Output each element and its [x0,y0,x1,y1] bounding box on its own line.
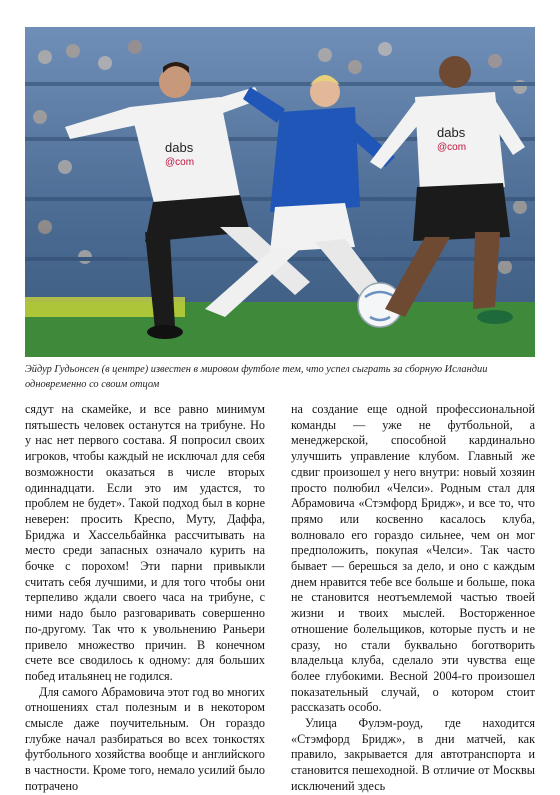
photo-caption: Эйдур Гудьонсен (в центре) известен в мировом футболе тем, что успел сыграть за сборную Исландии одновременно со своим отцом [25,364,488,390]
text-column-left [25,402,265,795]
paragraph: Для самого Абрамовича этот год во многих отношениях стал полезным и в некотором смысле даже поучительным. Он гораздо глубже начал разбираться во всех тонкостях футбольного хозяйства вообще и английского в частности. Кроме того, немало усилий было потрачено [25,684,265,793]
match-photo [25,27,535,357]
sponsor-logo-left: dabs [165,140,194,155]
svg-text:@com: @com [165,157,195,168]
match-photo-illustration [25,27,535,357]
sponsor-logo-right: dabs [437,125,466,140]
svg-text:@com: @com [437,142,467,153]
paragraph: на создание еще одной профессиональной команды — уже не футбольной, а менеджерской, способной кардинально улучшить управление клубом. Главный же сдвиг произошел у него внутри: новый хозяин просто полюбил «Челси». Родным стал для Абрамовича «Стэмфорд Бридж», и все то, что прямо или косвенно касалось клуба, волновало его гораздо сильнее, чем он мог предположить, покупая «Челси». Так часто бывает — берешься за дело, и оно с каждым днем нравится тебе все больше и больше, пока не становится неотъемлемой частью твоей жизни и твоих мыслей. Восторженное отношение болельщиков, которые пусть и не сразу, но стали буквально боготворить владельца клуба, сделало эти чувства еще более глубокими. Весной 2004-го произошел показательный случай, о котором стоит рассказать особо. [291,402,535,715]
paragraph: Улица Фулэм-роуд, где находится «Стэмфорд Бридж», в дни матчей, как правило, закрывается для автотранспорта и становится пешеходной. В отличие от Москвы исключений здесь [291,716,535,793]
paragraph: сядут на скамейке, и все равно минимум пятьшесть человек останутся на трибуне. Но у нас нет первого состава. Я попросил своих игроков, чтобы каждый не исключал для себя возможности оказаться в числе вторых одиннадцати. Если это им удастся, то проблем не будет». Такой подход был в корне неверен: просить Креспо, Муту, Даффа, Бриджа и Хассельбайнка рассчитывать на место среди запасных означало курить на бочке с порохом! Эти парни привыкли считать себя лучшими, и для того чтобы они терпеливо ждали своего часа на трибуне, с ними надо было разговаривать совершенно по-другому. Так что к увольнению Раньери привело множество причин. В конечном счете все сводилось к одному: для больших побед итальянец не годился. [25,402,265,683]
text-column-right [291,402,535,795]
